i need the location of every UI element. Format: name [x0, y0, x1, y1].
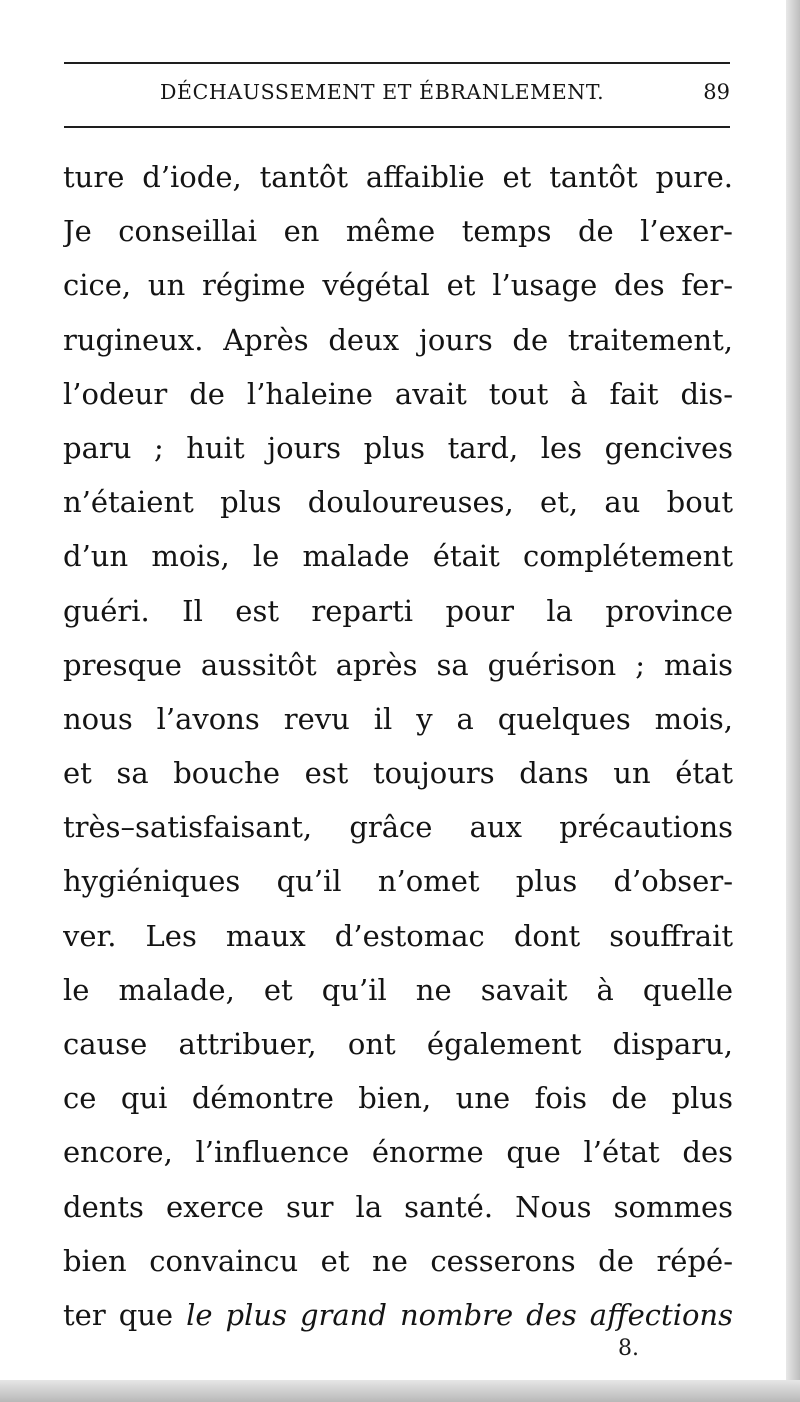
text-line: d’un mois, le malade était complétement	[63, 539, 733, 574]
text-line: ture d’iode, tantôt affaiblie et tantôt pure.	[63, 160, 733, 194]
text-line: n’étaient plus douloureuses, et, au bout	[63, 485, 733, 520]
text-line: bien convaincu et ne cesserons de répé-	[63, 1243, 733, 1278]
text-line: cause attribuer, ont également disparu,	[63, 1027, 733, 1061]
page-edge-shadow-bottom	[0, 1380, 800, 1402]
last-line-roman: ter que	[63, 1297, 187, 1332]
last-line-italic: le plus grand nombre des affections	[186, 1297, 733, 1332]
text-line-last	[63, 1288, 733, 1342]
header-rule-bottom	[64, 126, 730, 128]
page-number: 89	[703, 80, 730, 104]
header-rule-top	[64, 62, 730, 64]
body-text	[63, 150, 733, 1342]
text-line: ce qui démontre bien, une fois de plus	[63, 1081, 733, 1116]
text-line: Je conseillai en même temps de l’exer-	[63, 214, 733, 249]
text-line: et sa bouche est toujours dans un état	[63, 756, 733, 791]
text-line: presque aussitôt après sa guérison ; mais	[63, 647, 733, 682]
page-edge-shadow-right	[786, 0, 800, 1402]
text-line: nous l’avons revu il y a quelques mois,	[63, 701, 733, 736]
text-line: le malade, et qu’il ne savait à quelle	[63, 972, 733, 1007]
text-line: paru ; huit jours plus tard, les gencives	[63, 430, 733, 465]
text-line: encore, l’influence énorme que l’état des	[63, 1135, 733, 1170]
text-line: dents exerce sur la santé. Nous sommes	[63, 1189, 733, 1224]
text-line: rugineux. Après deux jours de traitement,	[63, 322, 733, 357]
text-line: cice, un régime végétal et l’usage des fer-	[63, 268, 733, 303]
text-line: ver. Les maux d’estomac dont souffrait	[63, 918, 733, 953]
text-line: hygiéniques qu’il n’omet plus d’obser-	[63, 864, 733, 899]
running-title: DÉCHAUSSEMENT ET ÉBRANLEMENT.	[160, 80, 605, 104]
text-line: très–satisfaisant, grâce aux précautions	[63, 810, 733, 845]
text-line: l’odeur de l’haleine avait tout à fait dis-	[63, 376, 733, 411]
text-line: guéri. Il est reparti pour la province	[63, 593, 733, 628]
signature-mark: 8.	[618, 1336, 639, 1361]
running-head	[64, 78, 730, 114]
